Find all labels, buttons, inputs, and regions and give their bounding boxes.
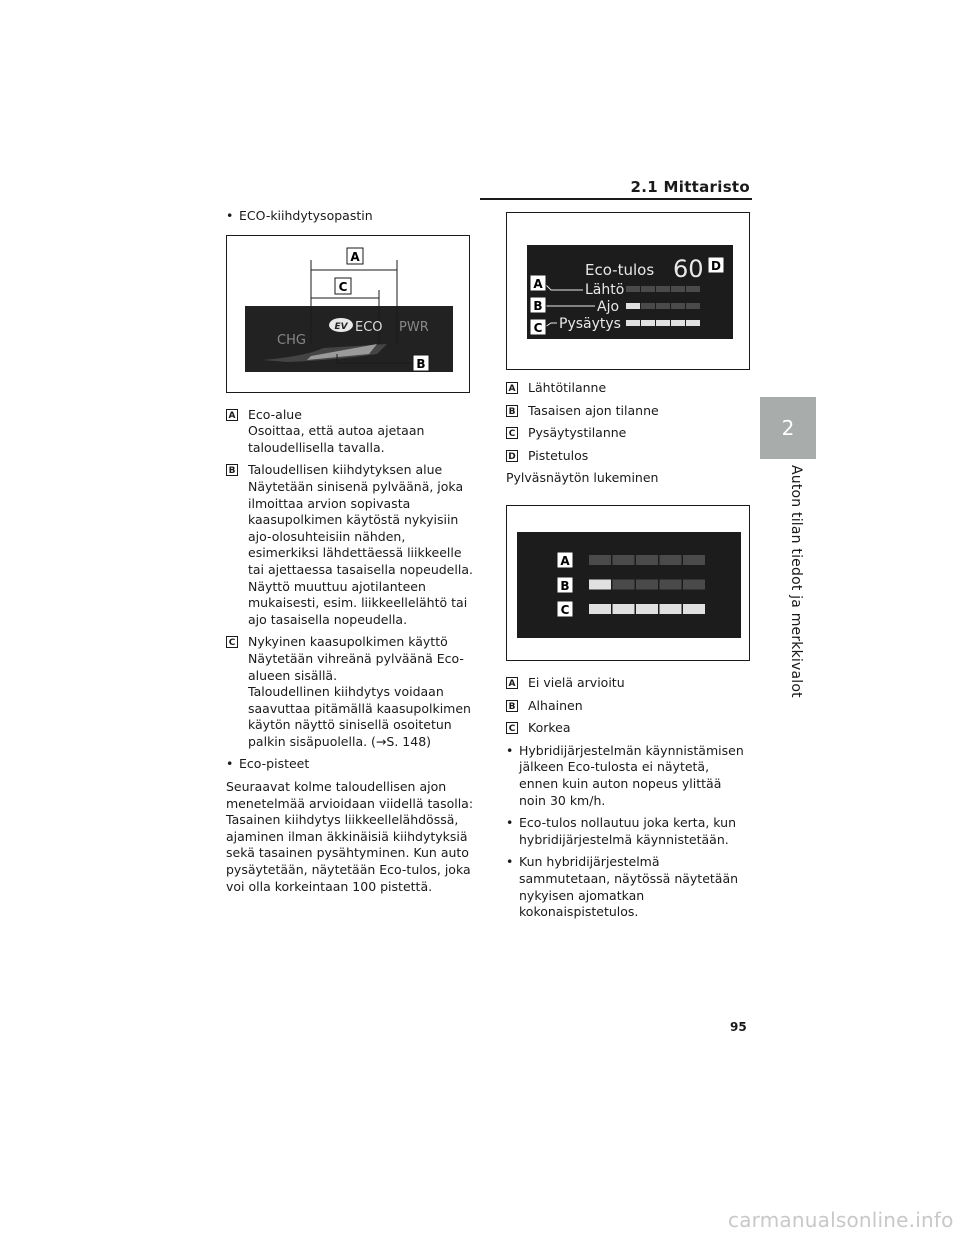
def-c-title: Nykyinen kaasupolkimen käyttö <box>248 634 448 650</box>
note-bullet-2: • Eco-tulos nollautuu joka kerta, kun hybridijärjestelmä käynnistetään. <box>506 815 751 848</box>
bar-segment <box>660 604 682 614</box>
bar-segment <box>660 555 682 565</box>
def-r1-a-text: Lähtötilanne <box>528 380 607 395</box>
def-c-text-2: Taloudellinen kiihdytys voidaan saavuttaa pitämällä kaasupolkimen käytön näyttö sinisellä osoitetun palkin sisäpuolella. (→S. 148) <box>248 684 471 749</box>
fig2-label-d: D <box>711 259 721 273</box>
bar-segment <box>613 604 635 614</box>
section-title: 2.1 Mittaristo <box>630 178 750 196</box>
badge-r1-c: C <box>506 427 518 439</box>
fig3-label-a: A <box>560 553 570 568</box>
def-r1-d-text: Pistetulos <box>528 447 589 463</box>
bar-segment <box>636 604 658 614</box>
definition-r1-c <box>506 425 751 442</box>
bar-segment <box>636 555 658 565</box>
def-r1-c-text: Pysäytystilanne <box>528 425 627 441</box>
fig3-label-b: B <box>560 578 570 593</box>
bar-segment <box>589 604 611 614</box>
def-b-text-2: Näyttö muuttuu ajotilanteen mukaisesti, esim. liikkeellelähtö tai ajo tasaisella nopeudella. <box>248 578 468 627</box>
gauge-ev-icon: EV <box>334 321 348 332</box>
eco-score-figure <box>506 212 750 370</box>
bullet-eco-points: • Eco-pisteet <box>226 756 476 773</box>
def-a-title: Eco-alue <box>248 406 302 422</box>
bar-display-heading: Pylväsnäytön lukeminen <box>506 470 659 486</box>
fig3-label-c: C <box>560 602 570 617</box>
definition-r1-a <box>506 380 751 397</box>
chapter-tab[interactable]: 2 <box>760 397 816 459</box>
definition-c <box>226 634 476 750</box>
badge-c: C <box>226 636 238 648</box>
left-column <box>226 208 476 901</box>
def-r2-a-text: Ei vielä arvioitu <box>528 674 625 690</box>
bar-segment <box>686 303 700 309</box>
bar-segment <box>613 579 635 589</box>
bar-segment <box>671 320 685 326</box>
bar-segment <box>656 286 670 292</box>
chapter-tab-label: Auton tilan tiedot ja merkkivalot <box>788 465 804 698</box>
note-bullet-1: • Hybridijärjestelmän käynnistämisen jälkeen Eco-tulosta ei näytetä, ennen kuin auton nopeus ylittää noin 30 km/h. <box>506 743 751 809</box>
fig2-label-c: C <box>533 321 543 335</box>
gauge-eco-label: ECO <box>355 319 383 335</box>
def-r2-c-text: Korkea <box>528 720 571 736</box>
definition-a <box>226 407 476 457</box>
definition-r2-b <box>506 698 751 715</box>
definition-r1-d <box>506 448 751 465</box>
badge-r2-a: A <box>506 677 518 689</box>
gauge-pwr-label: PWR <box>399 319 429 335</box>
def-a-text: Osoittaa, että autoa ajetaan taloudellisella tavalla. <box>248 423 425 455</box>
bullet-eco-guide: • ECO-kiihdytysopastin <box>226 208 476 225</box>
bar-segment <box>683 579 705 589</box>
note-bullet-3: • Kun hybridijärjestelmä sammutetaan, näytössä näytetään nykyisen ajomatkan kokonaispistetulos. <box>506 854 751 920</box>
watermark[interactable]: carmanualsonline.info <box>728 1208 954 1232</box>
definition-r2-c <box>506 720 751 737</box>
bar-segment <box>589 555 611 565</box>
badge-r2-c: C <box>506 722 518 734</box>
bar-segment <box>660 579 682 589</box>
definition-b <box>226 462 476 628</box>
definition-r2-a <box>506 675 751 692</box>
bar-segment <box>626 286 640 292</box>
eco-accelerator-figure <box>226 235 470 393</box>
badge-r2-b: B <box>506 700 518 712</box>
bar-segment <box>686 320 700 326</box>
bar-segment <box>656 303 670 309</box>
badge-b: B <box>226 464 238 476</box>
badge-a: A <box>226 409 238 421</box>
eco-score-value: 60 <box>673 255 704 283</box>
fig1-label-c: C <box>338 279 348 294</box>
fig2-label-a: A <box>533 277 543 291</box>
bar-segment <box>683 604 705 614</box>
bar-segment <box>636 579 658 589</box>
bar-segment <box>626 303 640 309</box>
row-lahto-label: Lähtö <box>585 282 625 298</box>
badge-r1-b: B <box>506 405 518 417</box>
gauge-chg-label: CHG <box>277 332 306 348</box>
row-ajo-label: Ajo <box>597 299 620 315</box>
page-number: 95 <box>730 1020 747 1034</box>
bar-segment <box>686 286 700 292</box>
bar-segment <box>641 320 655 326</box>
def-r1-b-text: Tasaisen ajon tilanne <box>528 402 659 418</box>
bar-segment <box>671 303 685 309</box>
bar-segment <box>589 579 611 589</box>
def-r2-b-text: Alhainen <box>528 697 583 713</box>
bar-segment <box>641 303 655 309</box>
fig1-label-a: A <box>350 249 360 264</box>
header-divider <box>480 198 752 200</box>
bar-levels-figure <box>506 505 750 661</box>
badge-r1-a: A <box>506 382 518 394</box>
badge-r1-d: D <box>506 450 518 462</box>
eco-points-paragraph: Seuraavat kolme taloudellisen ajon menetelmää arvioidaan viidellä tasolla: Tasainen kiihdytys liikkeellelähdössä, ajaminen ilman äkkinäisiä kiihdytyksiä sekä tasainen pysähtyminen. Kun auto pysäytetään, näytetään Eco-tulos, joka voi olla korkeintaan 100 pistettä. <box>226 779 474 894</box>
eco-score-bars <box>626 286 700 326</box>
bar-segment <box>671 286 685 292</box>
bar-segment <box>656 320 670 326</box>
bar-segment <box>626 320 640 326</box>
def-b-text-1: Näytetään sinisenä pylväänä, joka ilmoittaa arvion sopivasta kaasupolkimen käytöstä nykyisiin ajo-olosuhteisiin nähden, esimerkiksi lähdettäessä liikkeelle tai ajettaessa tasaisella nopeudella. <box>248 478 473 577</box>
definition-r1-b <box>506 403 751 420</box>
eco-score-title: Eco-tulos <box>585 261 655 279</box>
def-c-text-1: Näytetään vihreänä pylväänä Eco-alueen sisällä. <box>248 650 464 683</box>
row-pysaytys-label: Pysäytys <box>559 316 621 332</box>
def-b-title: Taloudellisen kiihdytyksen alue <box>248 462 443 478</box>
right-column <box>506 212 751 927</box>
fig1-label-b: B <box>416 356 426 371</box>
bar-segment <box>641 286 655 292</box>
bar-segment <box>683 555 705 565</box>
bar-levels-bars <box>589 555 705 614</box>
bar-segment <box>613 555 635 565</box>
fig2-label-b: B <box>533 299 543 313</box>
